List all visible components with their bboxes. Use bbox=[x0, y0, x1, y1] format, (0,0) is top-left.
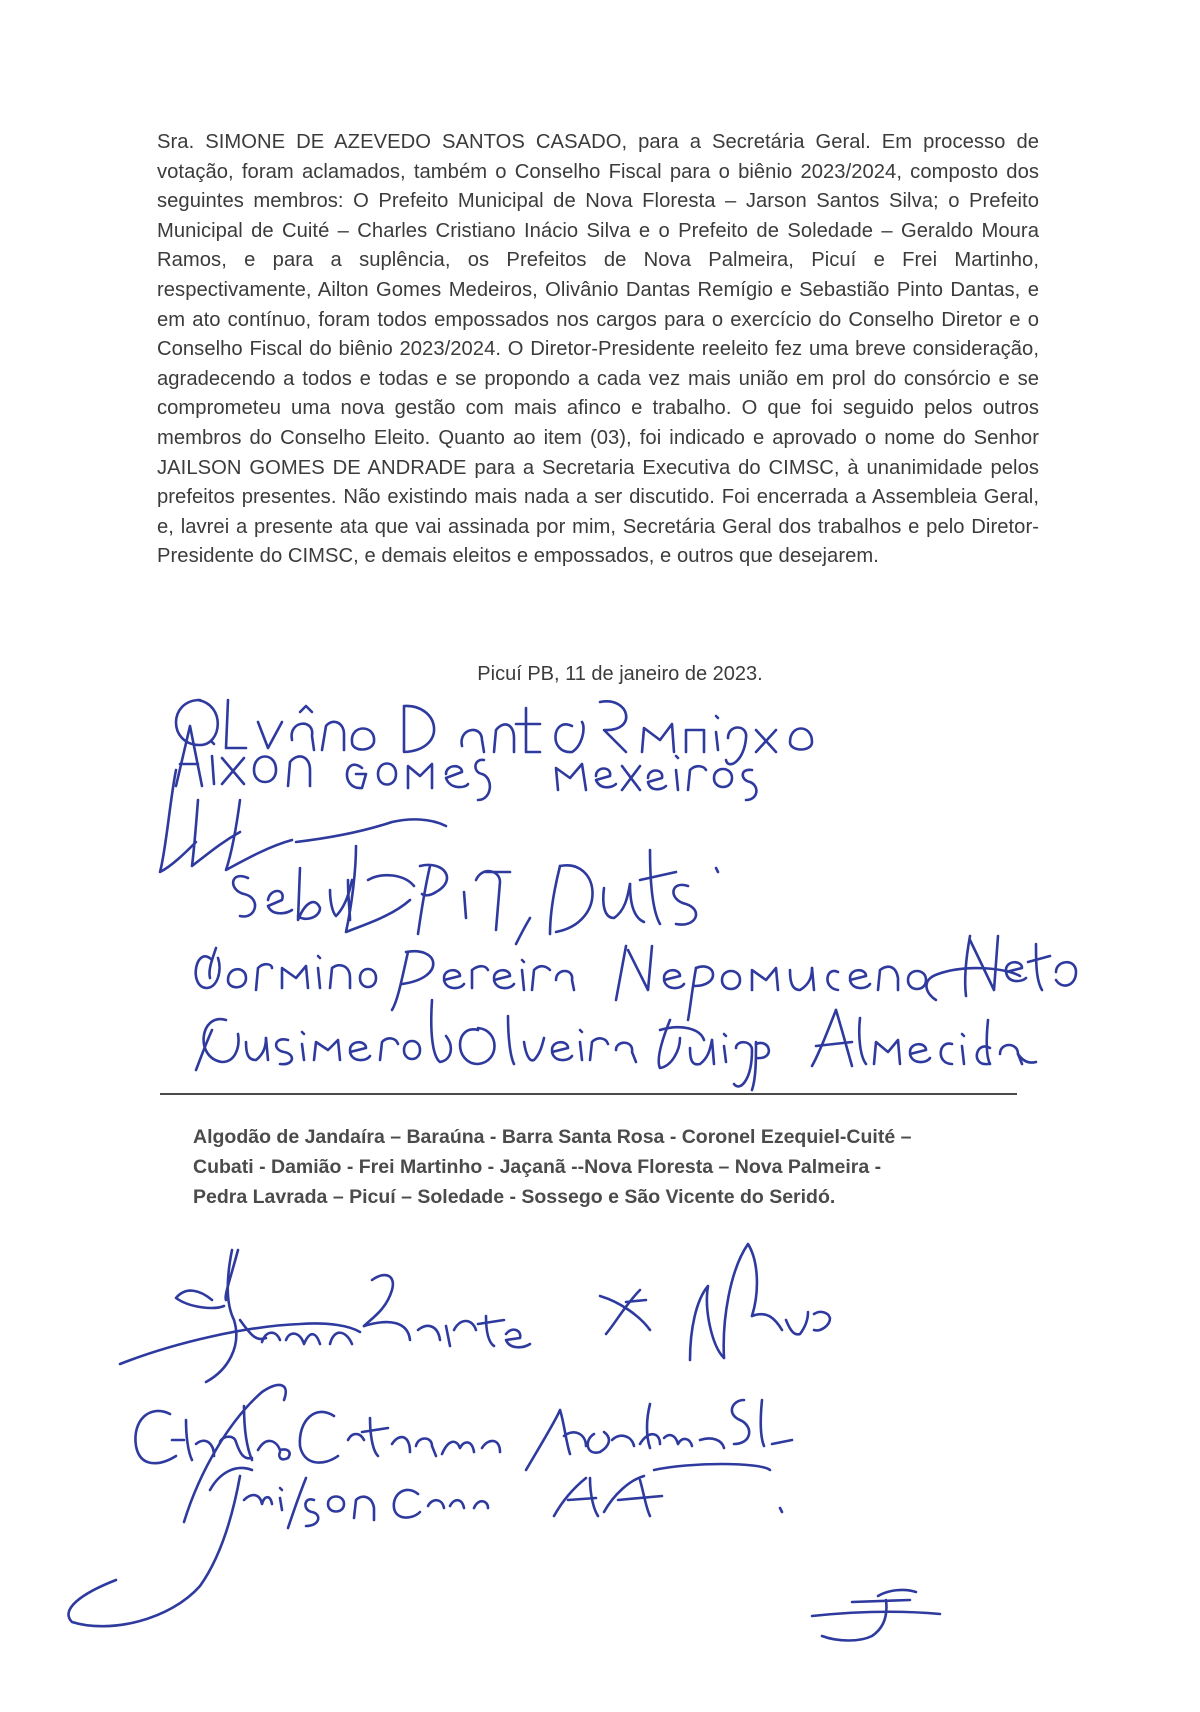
signature-charles bbox=[135, 1385, 792, 1522]
signature-sebastiao bbox=[233, 846, 718, 944]
signature-scribble bbox=[160, 770, 446, 872]
signature-jailson bbox=[69, 1464, 782, 1626]
footer-divider bbox=[160, 1093, 1017, 1095]
signature-ailton bbox=[176, 726, 756, 800]
signature-cross-mark bbox=[600, 1290, 650, 1334]
signature-jeronimo bbox=[196, 936, 1076, 1020]
signature-olivanio bbox=[176, 700, 812, 764]
municipalities-line: Pedra Lavrada – Picuí – Soledade - Sossego e São Vicente do Seridó. bbox=[193, 1186, 836, 1208]
minutes-paragraph: Sra. SIMONE DE AZEVEDO SANTOS CASADO, para a Secretária Geral. Em processo de votação, foram aclamados, também o Conselho Fiscal para o biênio 2023/2024, composto dos seguintes membros: O Prefeito Municipal de Nova Floresta – Jarson Santos Silva; o Prefeito Municipal de Cuité – Charles Cristiano Inácio Silva e o Prefeito de Soledade – Geraldo Moura Ramos, e para a suplência, os Prefeitos de Nova Palmeira, Picuí e Frei Martinho, respectivamente, Ailton Gomes Medeiros, Olivânio Dantas Remígio e Sebastião Pinto Dantas, e em ato contínuo, foram todos empossados nos cargos para o exercício do Conselho Diretor e o Conselho Fiscal do biênio 2023/2024. O Diretor-Presidente reeleito fez uma breve consideração, agradecendo a todos e todas e se propondo a cada vez mais união em prol do consórcio e se comprometeu uma nova gestão com mais afinco e trabalho. O que foi seguido pelos outros membros do Conselho Eleito. Quanto ao item (03), foi indicado e aprovado o nome do Senhor JAILSON GOMES DE ANDRADE para a Secretaria Executiva do CIMSC, à unanimidade pelos prefeitos presentes. Não existindo mais nada a ser discutido. Foi encerrada a Assembleia Geral, e, lavrei a presente ata que vai assinada por mim, Secretária Geral dos trabalhos e pelo Diretor-Presidente do CIMSC, e demais eleitos e empossados, e outros que desejarem. bbox=[157, 131, 1039, 568]
municipalities-line: Algodão de Jandaíra – Baraúna - Barra Santa Rosa - Coronel Ezequiel-Cuité – bbox=[193, 1126, 912, 1148]
municipalities-line: Cubati - Damião - Frei Martinho - Jaçanã --Nova Floresta – Nova Palmeira - bbox=[193, 1156, 882, 1178]
signature-cassimiro bbox=[196, 1000, 1036, 1090]
date-place-line: Picuí PB, 11 de janeiro de 2023. bbox=[477, 663, 763, 685]
municipalities-list bbox=[193, 1122, 1023, 1212]
signature-initial-mark bbox=[812, 1590, 940, 1641]
signature-n-mark bbox=[690, 1244, 830, 1360]
minutes-body bbox=[157, 128, 1039, 572]
signature-jarson bbox=[120, 1250, 530, 1382]
